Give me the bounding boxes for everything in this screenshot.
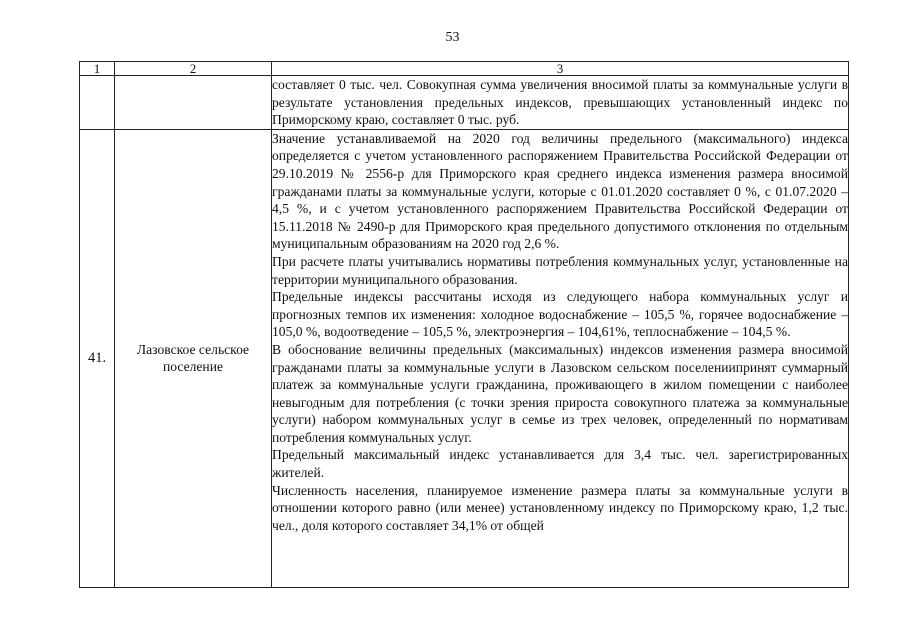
- page-number: 53: [445, 30, 460, 45]
- row-number: 41.: [87, 350, 107, 367]
- row-number-cell: [80, 129, 115, 587]
- municipality-name: Лазовское сельское поселение: [136, 341, 250, 375]
- description-paragraph: При расчете платы учитывались нормативы потребления коммунальных услуг, установленные на территории муниципального образования.: [272, 253, 848, 287]
- description-paragraph: составляет 0 тыс. чел. Совокупная сумма увеличения вносимой платы за коммунальные услуги в результате установления предельных индексов, превышающих установленный индекс по Приморскому краю, составляет 0 тыс. руб.: [272, 77, 848, 128]
- table-row: [80, 76, 849, 130]
- table-header-row: [80, 62, 849, 76]
- description-paragraph: Предельный максимальный индекс устанавливается для 3,4 тыс. чел. зарегистрированных жителей.: [272, 447, 848, 481]
- municipality-name-cell: [115, 129, 272, 587]
- description-paragraph: В обоснование величины предельных (максимальных) индексов изменения размера вносимой гражданами платы за коммунальные услуги в Лазовском сельском поселениипринят суммарный платеж за коммунальные услуги гражданина, проживающего в жилом помещении с наиболее невыгодным для потребления (с точки зрения прироста совокупного платежа за коммунальные услуги) набором коммунальных услуг в семье из трех человек, определенный по нормативам потребления коммунальных услуг.: [272, 341, 848, 445]
- column-header-1: 1: [80, 62, 115, 76]
- tariff-index-table: [79, 61, 849, 588]
- column-header-2: 2: [115, 62, 272, 76]
- description-paragraph: Численность населения, планируемое изменение размера платы за коммунальные услуги в отношении которого равно (или менее) установленному индексу по Приморскому краю, 1,2 тыс. чел., доля которого составляет 34,1% от общей: [272, 482, 848, 533]
- description-paragraph: Значение устанавливаемой на 2020 год величины предельного (максимального) индекса определяется с учетом установленного распоряжением Правительства Российской Федерации от 29.10.2019 № 2556-р для Приморского края среднего индекса изменения размера вносимой гражданами платы за коммунальные услуги, которые с 01.01.2020 составляет 0 %, с 01.07.2020 – 4,5 %, и с учетом установленного распоряжением Правительства Российской Федерации от 15.11.2018 № 2490-р для Приморского края предельного допустимого отклонения по отдельным муниципальным образованиям на 2020 год 2,6 %.: [272, 130, 848, 252]
- description-cell: [272, 76, 849, 130]
- municipality-name-cell: [115, 76, 272, 130]
- table-row: [80, 129, 849, 587]
- row-number-cell: [80, 76, 115, 130]
- column-header-3: 3: [272, 62, 849, 76]
- description-paragraph: Предельные индексы рассчитаны исходя из следующего набора коммунальных услуг и прогнозных темпов их изменения: холодное водоснабжение – 105,5 %, горячее водоснабжение – 105,0 %, водоотведение – 105,5 %, электроэнергия – 104,61%, теплоснабжение – 104,5 %.: [272, 289, 848, 340]
- description-cell: [272, 129, 849, 587]
